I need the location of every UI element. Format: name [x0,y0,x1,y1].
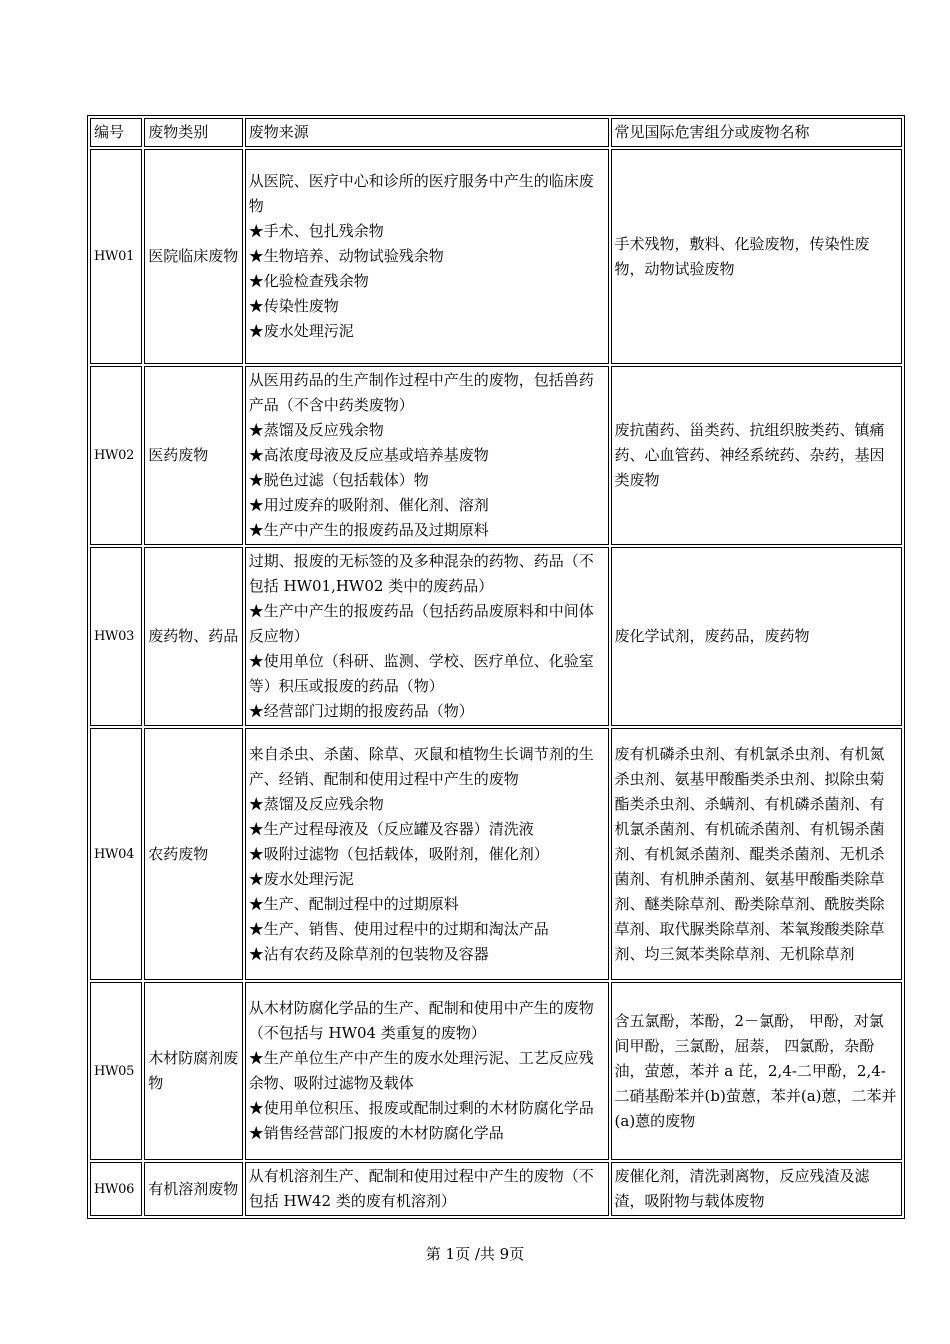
table-row [90,149,902,364]
source-line: 从木材防腐化学品的生产、配制和使用中产生的废物（不包括与 HW04 类重复的废物） [248,999,594,1042]
source-line: ★生产、配制过程中的过期原料 [248,894,459,913]
waste-source [245,366,609,545]
waste-category: 废药物、药品 [144,547,242,726]
source-line: ★生产过程母液及（反应罐及容器）清洗液 [248,819,534,838]
waste-category: 有机溶剂废物 [144,1162,242,1216]
source-line: ★蒸馏及反应残余物 [248,794,384,813]
table-row [90,728,902,980]
waste-components: 手术残物，敷料、化验废物，传染性废物，动物试验废物 [611,149,902,364]
source-line: ★生物培养、动物试验残余物 [248,247,444,265]
source-line: ★沾有农药及除草剂的包装物及容器 [248,944,489,963]
waste-code: HW05 [90,982,142,1160]
source-line: ★生产单位生产中产生的废水处理污泥、工艺反应残余物、吸附过滤物及载体 [248,1049,594,1092]
waste-code: HW01 [90,149,142,364]
header-category: 废物类别 [144,118,242,147]
source-line: ★经营部门过期的报废药品（物） [248,702,474,720]
waste-code: HW04 [90,728,142,980]
source-line: ★高浓度母液及反应基或培养基废物 [248,446,489,464]
table-row [90,1162,902,1216]
source-line: ★生产、销售、使用过程中的过期和淘汰产品 [248,919,549,938]
source-line: ★使用单位积压、报废或配制过剩的木材防腐化学品 [248,1099,594,1117]
source-line: ★使用单位（科研、监测、学校、医疗单位、化验室等）积压或报废的药品（物） [248,652,594,695]
waste-source [245,1162,609,1216]
waste-category: 医药废物 [144,366,242,545]
waste-code: HW06 [90,1162,142,1216]
waste-components: 废化学试剂，废药品，废药物 [611,547,902,726]
source-line: ★用过废弃的吸附剂、催化剂、溶剂 [248,496,489,514]
source-line: 从医用药品的生产制作过程中产生的废物，包括兽药产品（不含中药类废物） [248,371,594,414]
source-line: 从医院、医疗中心和诊所的医疗服务中产生的临床废物 [248,172,594,215]
source-line: ★废水处理污泥 [248,322,354,340]
source-line: 从有机溶剂生产、配制和使用过程中产生的废物（不包括 HW42 类的废有机溶剂） [248,1167,594,1210]
waste-components: 废抗菌药、甾类药、抗组织胺类药、镇痛药、心血管药、神经系统药、杂药，基因类废物 [611,366,902,545]
source-line: ★废水处理污泥 [248,869,354,888]
waste-source [245,547,609,726]
source-line: ★销售经营部门报废的木材防腐化学品 [248,1124,504,1142]
waste-components: 废有机磷杀虫剂、有机氯杀虫剂、有机氮杀虫剂、氨基甲酸酯类杀虫剂、拟除虫菊酯类杀虫剂、杀螨剂、有机磷杀菌剂、有机氯杀菌剂、有机硫杀菌剂、有机锡杀菌剂、有机氮杀菌剂、醌类杀菌剂、无机杀菌剂、有机胂杀菌剂、氨基甲酸酯类除草剂、醚类除草剂、酚类除草剂、酰胺类除草剂、取代脲类除草剂、苯氧羧酸类除草剂、均三氮苯类除草剂、无机除草剂 [611,728,902,980]
source-line: 过期、报废的无标签的及多种混杂的药物、药品（不包括 HW01,HW02 类中的废药品） [248,552,594,595]
waste-components: 含五氯酚，苯酚，2－氯酚， 甲酚，对氯间甲酚，三氯酚，屈萘， 四氯酚，杂酚油，萤蒽，苯并 a 芘，2,4-二甲酚，2,4-二硝基酚苯并(b)萤蒽，苯并(a)蒽，二苯并(a)蒽的废物 [611,982,902,1160]
waste-category: 医院临床废物 [144,149,242,364]
waste-source [245,149,609,364]
source-line: ★脱色过滤（包括载体）物 [248,471,429,489]
table-row [90,547,902,726]
source-line: ★生产中产生的报废药品及过期原料 [248,521,489,539]
header-source: 废物来源 [245,118,609,147]
source-line: ★手术、包扎残余物 [248,222,384,240]
source-line: ★吸附过滤物（包括载体，吸附剂，催化剂） [248,844,549,863]
table-row [90,366,902,545]
waste-category: 农药废物 [144,728,242,980]
hazardous-waste-table [87,115,905,1219]
source-line: 来自杀虫、杀菌、除草、灭鼠和植物生长调节剂的生产、经销、配制和使用过程中产生的废物 [248,744,594,788]
header-components: 常见国际危害组分或废物名称 [611,118,902,147]
waste-code: HW02 [90,366,142,545]
source-line: ★化验检查残余物 [248,272,369,290]
source-line: ★生产中产生的报废药品（包括药品废原料和中间体反应物） [248,602,594,645]
source-line: ★传染性废物 [248,297,339,315]
waste-code: HW03 [90,547,142,726]
page-footer: 第 1页 /共 9页 [425,1245,525,1263]
waste-components: 废催化剂，清洗剥离物，反应残渣及滤渣，吸附物与载体废物 [611,1162,902,1216]
waste-category: 木材防腐剂废物 [144,982,242,1160]
source-line: ★蒸馏及反应残余物 [248,421,384,439]
table-row [90,982,902,1160]
waste-source [245,728,609,980]
waste-source [245,982,609,1160]
table-header-row [90,118,902,147]
header-code: 编号 [90,118,142,147]
